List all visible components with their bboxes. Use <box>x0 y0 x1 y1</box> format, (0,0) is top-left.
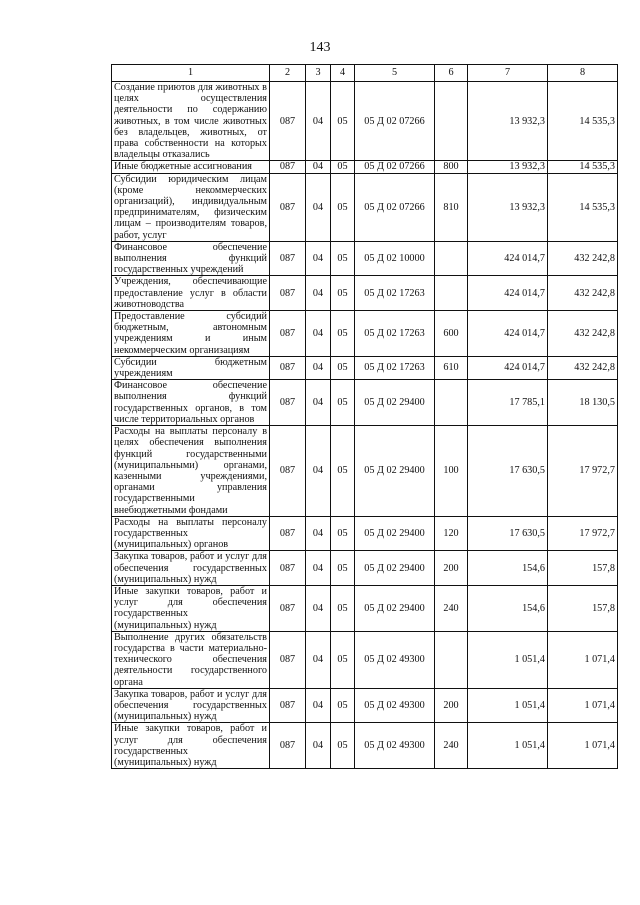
admin-code-cell: 087 <box>270 276 306 311</box>
admin-code-cell: 087 <box>270 426 306 517</box>
target-article-cell: 05 Д 02 49300 <box>355 631 435 688</box>
amount-year2-cell: 17 972,7 <box>548 426 618 517</box>
target-article-cell: 05 Д 02 49300 <box>355 688 435 723</box>
section-cell: 04 <box>306 311 331 357</box>
amount-year2-cell: 157,8 <box>548 585 618 631</box>
amount-year2-cell: 432 242,8 <box>548 241 618 276</box>
table-row <box>112 426 618 517</box>
amount-year1-cell: 17 630,5 <box>468 426 548 517</box>
target-article-cell: 05 Д 02 29400 <box>355 516 435 551</box>
amount-year2-cell: 1 071,4 <box>548 723 618 769</box>
target-article-cell: 05 Д 02 29400 <box>355 380 435 426</box>
row-name-cell: Предоставление субсидий бюджетным, автономным учреждениям и иным некоммерческим организациям <box>112 311 270 357</box>
table-row <box>112 380 618 426</box>
admin-code-cell: 087 <box>270 356 306 379</box>
subsection-cell: 05 <box>331 585 355 631</box>
row-name-cell: Финансовое обеспечение выполнения функций государственных органов, в том числе территориальных органов <box>112 380 270 426</box>
table-header-row <box>112 65 618 82</box>
section-cell: 04 <box>306 173 331 241</box>
amount-year1-cell: 154,6 <box>468 585 548 631</box>
row-name-cell: Выполнение других обязательств государства в части материально-технического обеспечения деятельности государственного органа <box>112 631 270 688</box>
admin-code-cell: 087 <box>270 380 306 426</box>
row-name-cell: Учреждения, обеспечивающие предоставление услуг в области животноводства <box>112 276 270 311</box>
table-row <box>112 723 618 769</box>
section-cell: 04 <box>306 516 331 551</box>
target-article-cell: 05 Д 02 17263 <box>355 356 435 379</box>
admin-code-cell: 087 <box>270 241 306 276</box>
amount-year2-cell: 18 130,5 <box>548 380 618 426</box>
subsection-cell: 05 <box>331 356 355 379</box>
expense-type-cell: 610 <box>435 356 468 379</box>
table-row <box>112 82 618 161</box>
column-header: 2 <box>270 65 306 82</box>
column-header: 8 <box>548 65 618 82</box>
table-row <box>112 241 618 276</box>
column-header: 1 <box>112 65 270 82</box>
amount-year1-cell: 13 932,3 <box>468 173 548 241</box>
amount-year1-cell: 1 051,4 <box>468 723 548 769</box>
subsection-cell: 05 <box>331 723 355 769</box>
row-name-cell: Финансовое обеспечение выполнения функций государственных учреждений <box>112 241 270 276</box>
amount-year2-cell: 14 535,3 <box>548 161 618 173</box>
expense-type-cell: 240 <box>435 585 468 631</box>
row-name-cell: Субсидии юридическим лицам (кроме некоммерческих организаций), индивидуальным предпринимателям, физическим лицам – производителям товаров, работ, услуг <box>112 173 270 241</box>
admin-code-cell: 087 <box>270 516 306 551</box>
row-name-cell: Расходы на выплаты персоналу в целях обеспечения выполнения функций государственными (муниципальными) органами, казенными учреждениями, органами управления государственными внебюджетными фондами <box>112 426 270 517</box>
section-cell: 04 <box>306 241 331 276</box>
subsection-cell: 05 <box>331 161 355 173</box>
target-article-cell: 05 Д 02 07266 <box>355 82 435 161</box>
table-row <box>112 311 618 357</box>
column-header: 7 <box>468 65 548 82</box>
subsection-cell: 05 <box>331 276 355 311</box>
expense-type-cell <box>435 241 468 276</box>
expense-type-cell: 600 <box>435 311 468 357</box>
amount-year2-cell: 1 071,4 <box>548 688 618 723</box>
table-row <box>112 551 618 586</box>
expense-type-cell: 200 <box>435 551 468 586</box>
admin-code-cell: 087 <box>270 688 306 723</box>
expense-type-cell: 100 <box>435 426 468 517</box>
expense-type-cell <box>435 380 468 426</box>
section-cell: 04 <box>306 551 331 586</box>
target-article-cell: 05 Д 02 10000 <box>355 241 435 276</box>
target-article-cell: 05 Д 02 17263 <box>355 276 435 311</box>
row-name-cell: Иные закупки товаров, работ и услуг для обеспечения государственных (муниципальных) нужд <box>112 585 270 631</box>
subsection-cell: 05 <box>331 311 355 357</box>
section-cell: 04 <box>306 426 331 517</box>
subsection-cell: 05 <box>331 688 355 723</box>
section-cell: 04 <box>306 161 331 173</box>
amount-year1-cell: 17 785,1 <box>468 380 548 426</box>
amount-year2-cell: 17 972,7 <box>548 516 618 551</box>
admin-code-cell: 087 <box>270 631 306 688</box>
table-row <box>112 688 618 723</box>
column-header: 6 <box>435 65 468 82</box>
table-row <box>112 356 618 379</box>
amount-year2-cell: 14 535,3 <box>548 82 618 161</box>
section-cell: 04 <box>306 688 331 723</box>
section-cell: 04 <box>306 356 331 379</box>
column-header: 3 <box>306 65 331 82</box>
section-cell: 04 <box>306 585 331 631</box>
amount-year1-cell: 1 051,4 <box>468 688 548 723</box>
target-article-cell: 05 Д 02 17263 <box>355 311 435 357</box>
section-cell: 04 <box>306 631 331 688</box>
subsection-cell: 05 <box>331 241 355 276</box>
table-row <box>112 173 618 241</box>
target-article-cell: 05 Д 02 07266 <box>355 173 435 241</box>
section-cell: 04 <box>306 723 331 769</box>
expense-type-cell: 120 <box>435 516 468 551</box>
row-name-cell: Создание приютов для животных в целях осуществления деятельности по содержанию животных, в том числе животных без владельцев, животных, от права собственности на которых владельцы отказались <box>112 82 270 161</box>
table-row <box>112 631 618 688</box>
amount-year1-cell: 13 932,3 <box>468 82 548 161</box>
subsection-cell: 05 <box>331 173 355 241</box>
subsection-cell: 05 <box>331 551 355 586</box>
subsection-cell: 05 <box>331 631 355 688</box>
target-article-cell: 05 Д 02 29400 <box>355 585 435 631</box>
amount-year1-cell: 424 014,7 <box>468 241 548 276</box>
admin-code-cell: 087 <box>270 82 306 161</box>
target-article-cell: 05 Д 02 29400 <box>355 426 435 517</box>
table-row <box>112 161 618 173</box>
row-name-cell: Расходы на выплаты персоналу государственных (муниципальных) органов <box>112 516 270 551</box>
target-article-cell: 05 Д 02 07266 <box>355 161 435 173</box>
admin-code-cell: 087 <box>270 173 306 241</box>
subsection-cell: 05 <box>331 426 355 517</box>
row-name-cell: Закупка товаров, работ и услуг для обеспечения государственных (муниципальных) нужд <box>112 688 270 723</box>
expense-type-cell: 800 <box>435 161 468 173</box>
amount-year1-cell: 13 932,3 <box>468 161 548 173</box>
admin-code-cell: 087 <box>270 311 306 357</box>
amount-year2-cell: 14 535,3 <box>548 173 618 241</box>
expense-type-cell <box>435 631 468 688</box>
row-name-cell: Закупка товаров, работ и услуг для обеспечения государственных (муниципальных) нужд <box>112 551 270 586</box>
amount-year2-cell: 432 242,8 <box>548 356 618 379</box>
expense-type-cell: 810 <box>435 173 468 241</box>
row-name-cell: Субсидии бюджетным учреждениям <box>112 356 270 379</box>
section-cell: 04 <box>306 82 331 161</box>
amount-year1-cell: 17 630,5 <box>468 516 548 551</box>
row-name-cell: Иные закупки товаров, работ и услуг для обеспечения государственных (муниципальных) нужд <box>112 723 270 769</box>
amount-year1-cell: 154,6 <box>468 551 548 586</box>
target-article-cell: 05 Д 02 29400 <box>355 551 435 586</box>
amount-year1-cell: 424 014,7 <box>468 356 548 379</box>
section-cell: 04 <box>306 380 331 426</box>
admin-code-cell: 087 <box>270 585 306 631</box>
amount-year1-cell: 1 051,4 <box>468 631 548 688</box>
amount-year2-cell: 432 242,8 <box>548 311 618 357</box>
amount-year1-cell: 424 014,7 <box>468 311 548 357</box>
column-header: 5 <box>355 65 435 82</box>
amount-year2-cell: 157,8 <box>548 551 618 586</box>
row-name-cell: Иные бюджетные ассигнования <box>112 161 270 173</box>
subsection-cell: 05 <box>331 516 355 551</box>
column-header: 4 <box>331 65 355 82</box>
amount-year1-cell: 424 014,7 <box>468 276 548 311</box>
subsection-cell: 05 <box>331 82 355 161</box>
amount-year2-cell: 1 071,4 <box>548 631 618 688</box>
expense-type-cell <box>435 276 468 311</box>
section-cell: 04 <box>306 276 331 311</box>
table-row <box>112 276 618 311</box>
table-row <box>112 585 618 631</box>
expense-type-cell: 240 <box>435 723 468 769</box>
subsection-cell: 05 <box>331 380 355 426</box>
table-row <box>112 516 618 551</box>
admin-code-cell: 087 <box>270 551 306 586</box>
expense-type-cell: 200 <box>435 688 468 723</box>
admin-code-cell: 087 <box>270 161 306 173</box>
page-number: 143 <box>309 40 331 55</box>
budget-table <box>111 64 618 769</box>
amount-year2-cell: 432 242,8 <box>548 276 618 311</box>
expense-type-cell <box>435 82 468 161</box>
target-article-cell: 05 Д 02 49300 <box>355 723 435 769</box>
admin-code-cell: 087 <box>270 723 306 769</box>
